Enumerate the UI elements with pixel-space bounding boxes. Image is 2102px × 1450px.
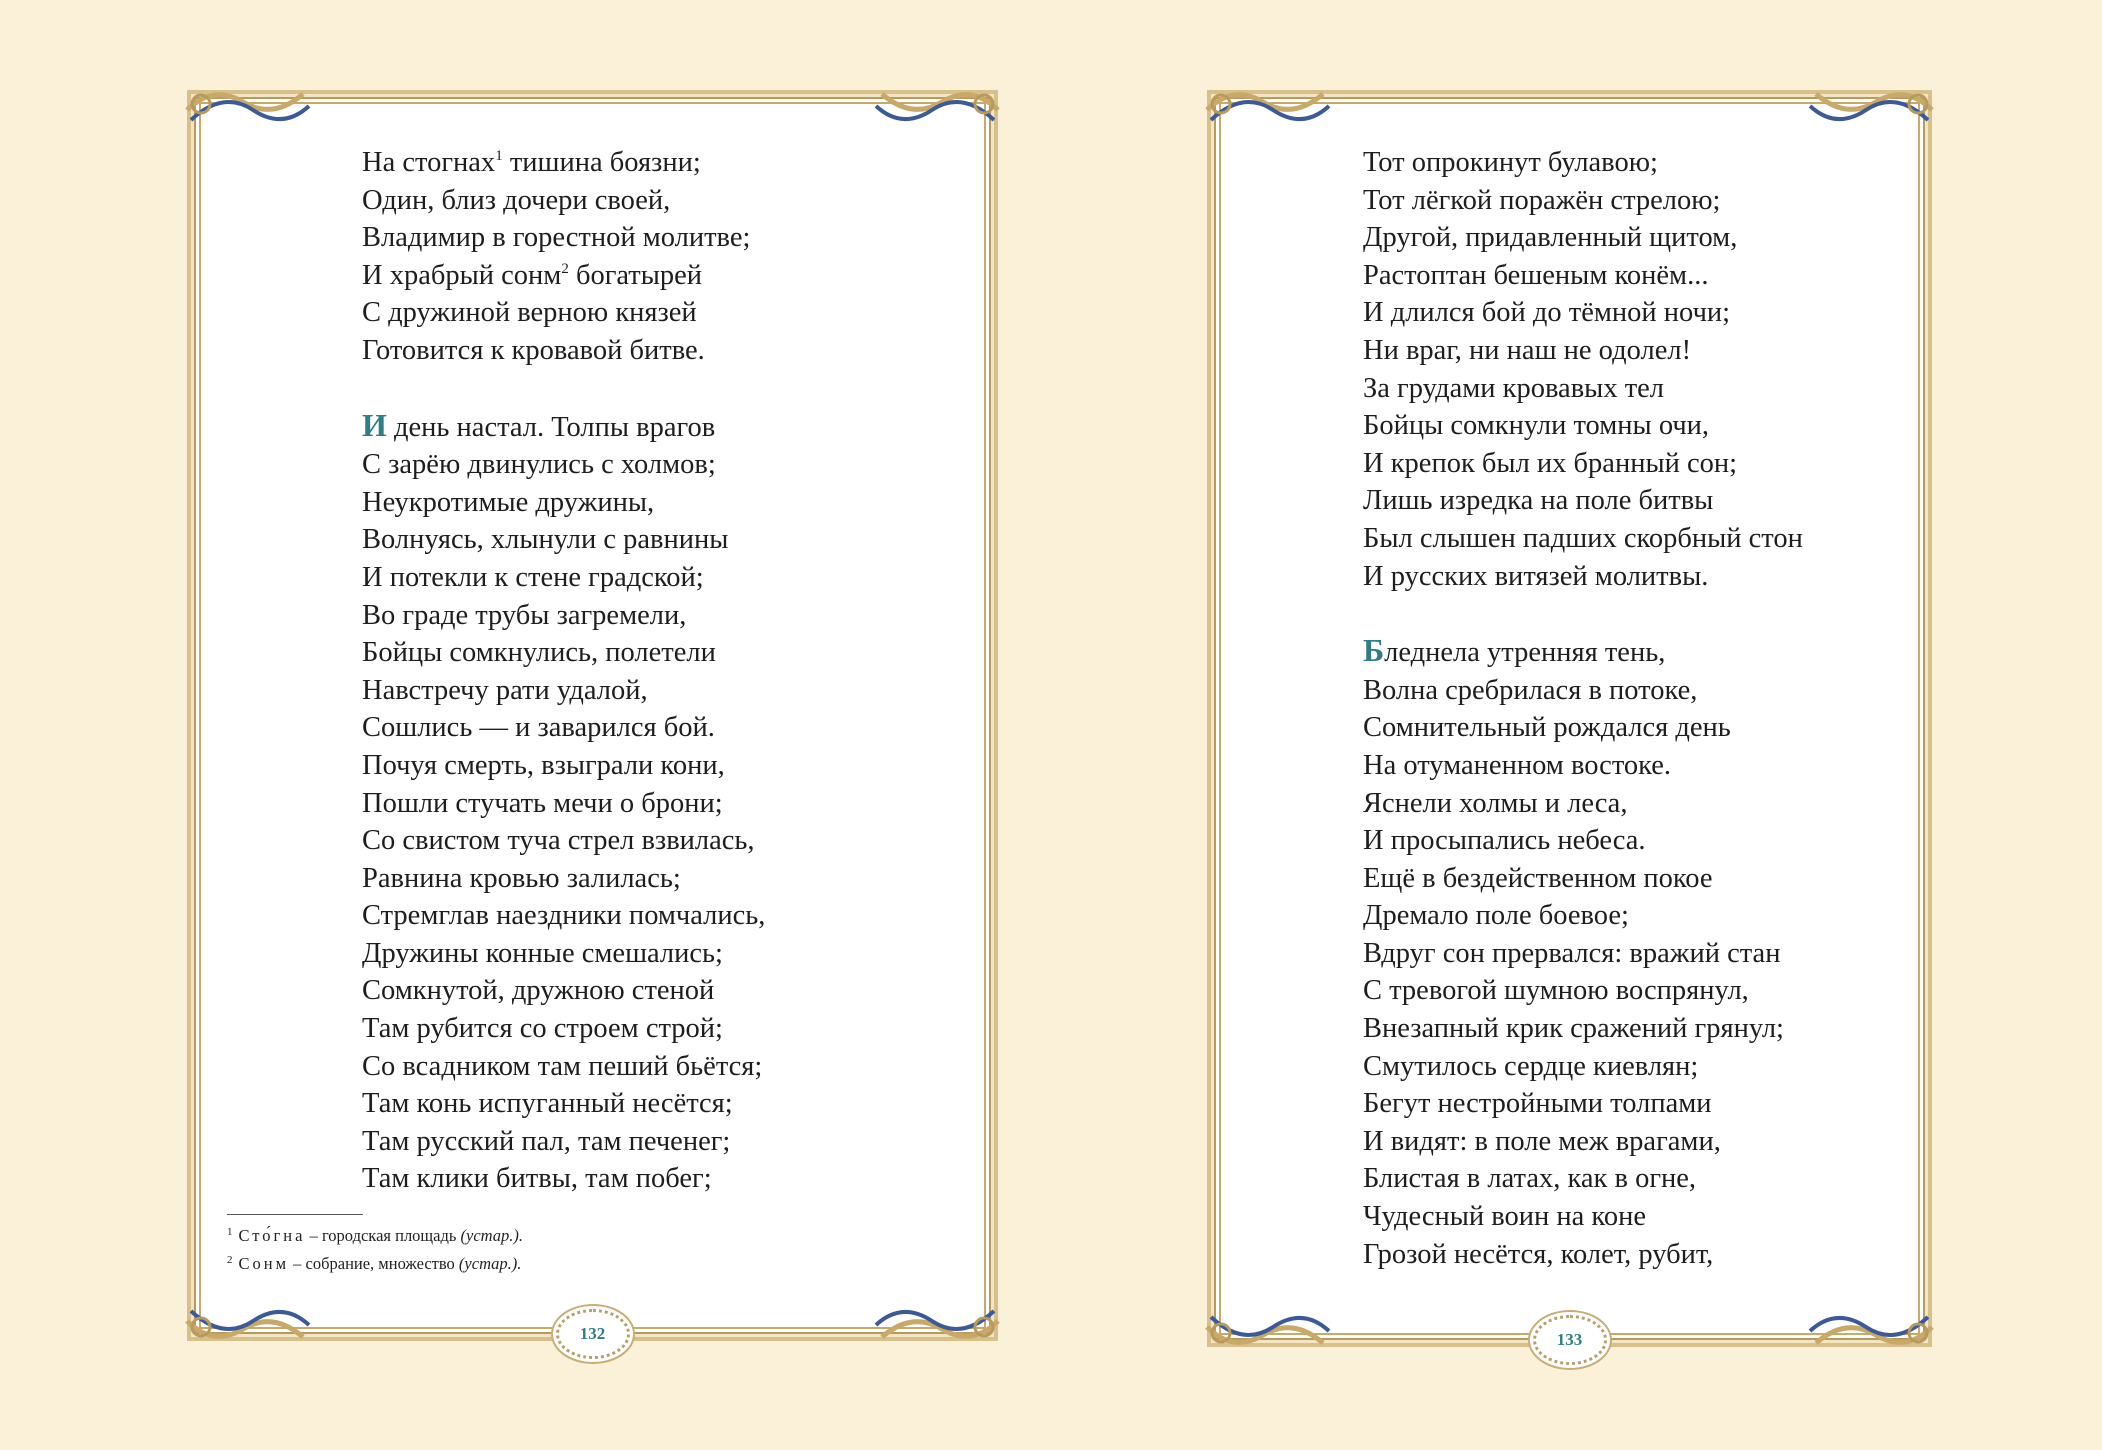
verse-line: Бойцы сомкнулись, полетели	[362, 637, 716, 669]
verse-line: Внезапный крик сражений грянул;	[1363, 1013, 1784, 1045]
verse-line: И длился бой до тёмной ночи;	[1363, 297, 1731, 329]
verse-line: Волна сребрилася в потоке,	[1363, 674, 1698, 706]
verse-line: Почуя смерть, взыграли кони,	[362, 749, 725, 781]
verse-line: Растоптан бешеным конём...	[1363, 259, 1709, 291]
verse-line: Тот лёгкой поражён стрелою;	[1363, 184, 1721, 216]
verse-line: Во граде трубы загремели,	[362, 599, 687, 631]
verse-line: Чудесный воин на коне	[1363, 1201, 1646, 1233]
stanza	[1363, 144, 1803, 595]
verse-line: С тревогой шумною воспрянул,	[1363, 975, 1749, 1007]
verse-line: Вдруг сон прервался: вражий стан	[1363, 937, 1781, 969]
verse-line: И потекли к стене градской;	[362, 561, 704, 593]
footnote: $^2$ Сонм – собрание, множество (устар.).	[227, 1254, 522, 1273]
verse-line: Там рубится со строем строй;	[362, 1013, 723, 1045]
verse-line: За грудами кровавых тел	[1363, 372, 1665, 404]
verse-line: И храбрый сонм$^2$ богатырей	[362, 259, 703, 291]
verse-line: Пошли стучать мечи о брони;	[362, 787, 723, 819]
verse-line: Тот опрокинут булавою;	[1363, 147, 1658, 178]
verse-line: С зарёю двинулись с холмов;	[362, 449, 716, 481]
page-number-badge: 133	[1533, 1315, 1607, 1365]
verse-line: Со свистом туча стрел взвилась,	[362, 825, 755, 857]
verse-line: Блистая в латах, как в огне,	[1363, 1163, 1697, 1195]
verse-line: Со всадником там пеший бьётся;	[362, 1050, 763, 1082]
footnotes	[227, 1220, 523, 1276]
verse-line: Яснели холмы и леса,	[1363, 787, 1628, 819]
verse-line: Смутилось сердце киевлян;	[1363, 1050, 1699, 1082]
verse-line: Готовится к кровавой битве.	[362, 334, 705, 366]
verse-line: Один, близ дочери своей,	[362, 184, 671, 216]
verse-line: Бледнела утренняя тень,	[1363, 632, 1666, 669]
verse-line: Сомнительный рождался день	[1363, 712, 1731, 744]
stanza	[1363, 632, 1803, 1273]
footnote-marker[interactable]: 2	[561, 260, 569, 277]
footnote-marker[interactable]: 1	[495, 148, 503, 164]
verse-line: Там русский пал, там печенег;	[362, 1125, 731, 1157]
left-page	[187, 90, 998, 1341]
verse-line: Грозой несётся, колет, рубит,	[1363, 1238, 1714, 1270]
verse-line: Стремглав наездники помчались,	[362, 900, 766, 932]
drop-cap: И	[362, 406, 387, 443]
knotwork-ornament-icon	[1203, 1309, 1333, 1357]
knotwork-ornament-icon	[183, 80, 313, 128]
knotwork-ornament-icon	[1806, 80, 1936, 128]
verse-line: И просыпались небеса.	[1363, 825, 1646, 857]
knotwork-ornament-icon	[183, 1303, 313, 1351]
stanza	[362, 407, 765, 1198]
footnote-divider	[227, 1214, 363, 1215]
verse-line: Волнуясь, хлынули с равнины	[362, 524, 729, 556]
verse-line: Бойцы сомкнули томны очи,	[1363, 410, 1710, 442]
verse-line: И видят: в поле меж врагами,	[1363, 1125, 1721, 1157]
verse-line: Лишь изредка на поле битвы	[1363, 485, 1714, 517]
verse-line: Сошлись — и заварился бой.	[362, 712, 715, 744]
verse-line: Сомкнутой, дружною стеной	[362, 975, 715, 1007]
poem-text	[362, 144, 765, 1235]
knotwork-ornament-icon	[872, 1303, 1002, 1351]
footnote: $^1$ Сто́гна – городская площадь (устар.).	[227, 1226, 524, 1245]
knotwork-ornament-icon	[872, 80, 1002, 128]
knotwork-ornament-icon	[1203, 80, 1333, 128]
verse-line: На отуманенном востоке.	[1363, 749, 1672, 781]
verse-line: Был слышен падших скорбный стон	[1363, 522, 1803, 554]
right-page	[1207, 90, 1932, 1347]
drop-cap: Б	[1363, 632, 1385, 669]
verse-line: Владимир в горестной молитве;	[362, 222, 751, 254]
verse-line: И русских витязей молитвы.	[1363, 560, 1709, 592]
verse-line: Там конь испуганный несётся;	[362, 1088, 733, 1120]
verse-line: Навстречу рати удалой,	[362, 674, 648, 706]
verse-line: С дружиной верною князей	[362, 297, 697, 329]
verse-line: Неукротимые дружины,	[362, 486, 655, 518]
poem-text	[1363, 144, 1803, 1310]
verse-line: Там клики битвы, там побег;	[362, 1163, 712, 1195]
verse-line: Ни враг, ни наш не одолел!	[1363, 334, 1692, 366]
verse-line: Дружины конные смешались;	[362, 937, 723, 969]
page-number-badge: 132	[556, 1309, 630, 1359]
verse-line: Ещё в бездейственном покое	[1363, 862, 1713, 894]
verse-line: Дремало поле боевое;	[1363, 900, 1629, 932]
verse-line: И день настал. Толпы врагов	[362, 406, 716, 443]
verse-line: Бегут нестройными толпами	[1363, 1088, 1712, 1120]
stanza	[362, 144, 765, 370]
verse-line: Другой, придавленный щитом,	[1363, 222, 1738, 254]
knotwork-ornament-icon	[1806, 1309, 1936, 1357]
verse-line: Равнина кровью залилась;	[362, 862, 681, 894]
verse-line: И крепок был их бранный сон;	[1363, 447, 1738, 479]
verse-line: На стогнах$^1$ тишина боязни;	[362, 147, 701, 178]
